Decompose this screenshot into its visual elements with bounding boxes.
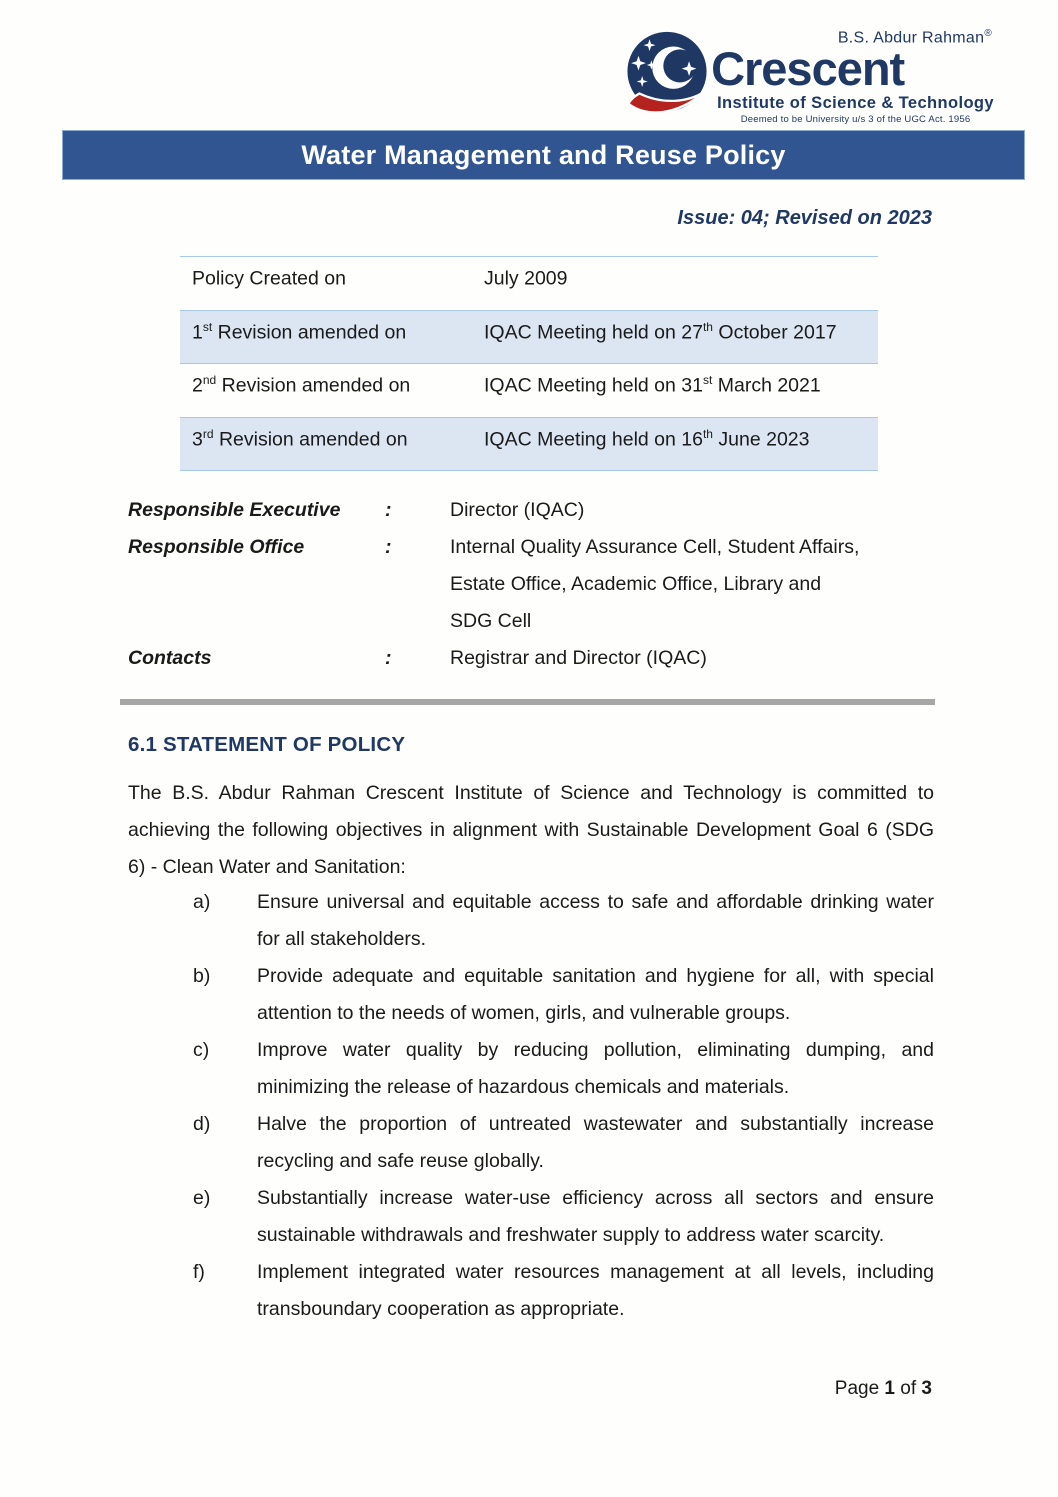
list-item-text: Halve the proportion of untreated wastewater and substantially increase recycling and safe reuse globally. [257,1113,934,1172]
list-marker: f) [193,1261,205,1283]
logo-tagline: Institute of Science & Technology [717,93,994,112]
total-page-count: 3 [921,1378,932,1399]
list-item [128,1106,934,1180]
list-marker: b) [193,965,211,987]
revision-value-cell: IQAC Meeting held on 27th October 2017 [484,319,837,343]
detail-contacts: Contacts : Registrar and Director (IQAC) [128,647,707,669]
list-item-text: Provide adequate and equitable sanitation and hygiene for all, with special attention to the needs of women, girls, and vulnerable groups. [257,965,934,1024]
list-marker: c) [193,1039,210,1061]
section-divider [120,699,935,705]
revision-label-cell: 3rd Revision amended on [192,426,408,450]
list-item-text: Improve water quality by reducing pollution, eliminating dumping, and minimizing the release of hazardous chemicals and materials. [257,1039,934,1098]
list-marker: d) [193,1113,211,1135]
detail-responsible-executive: Responsible Executive : Director (IQAC) [128,499,585,521]
table-row [180,417,878,471]
list-item [128,1032,934,1106]
objectives-list [128,884,934,1328]
logo-brand-name: B.S. Abdur Rahman [837,29,985,47]
crescent-moon-stars-icon [621,30,713,122]
policy-intro-paragraph: The B.S. Abdur Rahman Crescent Institute of Science and Technology is committed to achieving the following objectives in alignment with Sustainable Development Goal 6 (SDG 6) - Clean Water and Sanitation: [128,782,934,878]
list-item [128,958,934,1032]
issue-revision-line: Issue: 04; Revised on 2023 [677,207,932,229]
list-marker: e) [193,1187,211,1209]
list-item-text: Ensure universal and equitable access to safe and affordable drinking water for all stakeholders. [257,891,934,950]
logo-subtagline: Deemed to be University u/s 3 of the UGC Act. 1956 [740,113,971,125]
page-number: Page 1 of 3 [834,1378,932,1399]
detail-responsible-office: Responsible Office : Internal Quality Assurance Cell, Student Affairs, Estate Office, Academic Office, Library and SDG Cell [128,536,860,632]
responsibility-details [128,492,934,677]
revision-label-cell: 2nd Revision amended on [192,373,411,397]
list-item [128,1180,934,1254]
page-title: Water Management and Reuse Policy [301,139,786,170]
table-row [180,363,878,417]
list-item [128,1254,934,1328]
institute-logo [621,28,994,125]
logo-crescent-wordmark: Crescent [711,42,905,96]
logo-text-block [711,28,994,125]
list-item-text: Substantially increase water-use efficiency across all sectors and ensure sustainable withdrawals and freshwater supply to address water scarcity. [257,1187,934,1246]
registered-trademark-icon: ® [984,28,992,39]
revision-history-table [180,256,878,471]
list-item [128,884,934,958]
revision-label-cell: 1st Revision amended on [192,319,407,343]
revision-value-cell: IQAC Meeting held on 31st March 2021 [484,373,821,397]
list-item-text: Implement integrated water resources management at all levels, including transboundary cooperation as appropriate. [257,1261,934,1320]
table-row [180,256,878,310]
revision-value-cell: July 2009 [484,267,568,290]
list-marker: a) [193,891,211,913]
revision-label-cell: Policy Created on [192,267,346,290]
revision-value-cell: IQAC Meeting held on 16th June 2023 [484,426,810,450]
section-heading: 6.1 STATEMENT OF POLICY [128,733,406,756]
current-page-number: 1 [884,1378,895,1399]
table-row [180,310,878,364]
policy-title-bar [62,130,1025,180]
